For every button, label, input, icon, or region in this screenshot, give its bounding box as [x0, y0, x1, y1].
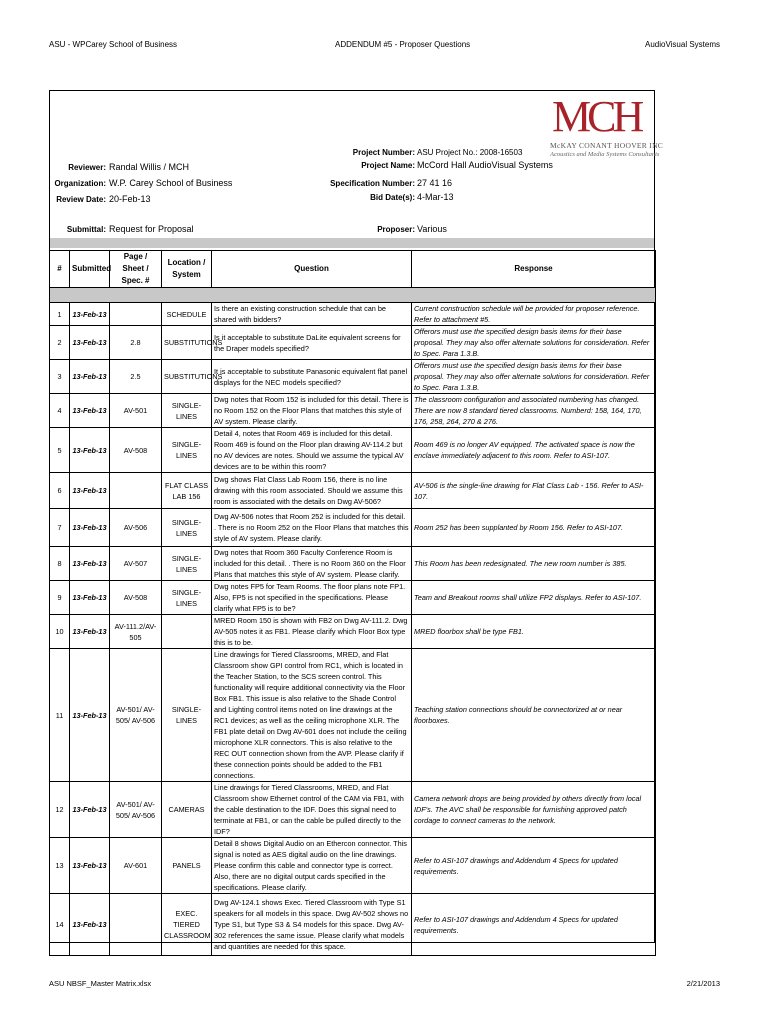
row-location: SUBSTITUTIONS [162, 360, 212, 394]
row-number: 5 [50, 428, 70, 473]
row-location: SCHEDULE [162, 303, 212, 326]
row-number: 13 [50, 838, 70, 894]
row-submitted-date: 13-Feb-13 [70, 394, 110, 428]
row-question: Detail 4, notes that Room 469 is included for this detail. Room 469 is found on the Floor plan drawing AV-114.2 but no AV devices are notes. Should we assume the typical AV devices are to be within this room? [212, 428, 412, 473]
column-header-num: # [50, 251, 70, 288]
row-location: SINGLE-LINES [162, 428, 212, 473]
row-submitted-date: 13-Feb-13 [70, 581, 110, 615]
spec-number-label: Specification Number: [330, 179, 415, 188]
row-response: AV-506 is the single-line drawing for Flat Class Lab - 156. Refer to ASI-107. [412, 473, 656, 509]
column-header-location: Location / System [162, 251, 212, 288]
row-number: 8 [50, 547, 70, 581]
row-number: 1 [50, 303, 70, 326]
reviewer-value: Randal Willis / MCH [109, 162, 190, 172]
organization-value: W.P. Carey School of Business [109, 178, 233, 188]
row-location [162, 615, 212, 649]
row-number: 10 [50, 615, 70, 649]
row-number: 12 [50, 782, 70, 838]
table-row [50, 473, 656, 509]
row-number: 14 [50, 894, 70, 956]
row-number: 4 [50, 394, 70, 428]
header-center: ADDENDUM #5 - Proposer Questions [335, 40, 471, 49]
row-location: SINGLE-LINES [162, 581, 212, 615]
row-question: Dwg notes FP5 for Team Rooms. The floor plans note FP1. Also, FP5 is not specified in the specifications. Please clarify what FP5 is to be? [212, 581, 412, 615]
table-header-row [50, 251, 656, 288]
bid-dates-value: 4-Mar-13 [417, 192, 454, 202]
row-response: Room 252 has been supplanted by Room 156. Refer to ASI-107. [412, 509, 656, 547]
row-page-sheet: AV-501/ AV-505/ AV-506 [110, 649, 162, 782]
footer-filename: ASU NBSF_Master Matrix.xlsx [49, 979, 152, 988]
submittal-value: Request for Proposal [109, 224, 194, 234]
submittal-label: Submittal: [66, 225, 106, 234]
project-number-label: Project Number: [352, 148, 415, 157]
row-response: Refer to ASI-107 drawings and Addendum 4 Specs for updated requirements. [412, 894, 656, 956]
company-logo [548, 92, 664, 170]
row-page-sheet: AV-506 [110, 509, 162, 547]
row-response: Camera network drops are being provided by others directly from local IDF's. The AVC shall be responsible for furnishing approved patch cordage to connect cameras to the network. [412, 782, 656, 838]
table-row [50, 838, 656, 894]
questions-table [49, 250, 656, 956]
row-question: Dwg notes that Room 152 is included for this detail. There is no Room 152 on the Floor Plans that matches this style of AV system. Please clarify. [212, 394, 412, 428]
row-page-sheet: AV-508 [110, 581, 162, 615]
row-page-sheet: AV-501 [110, 394, 162, 428]
row-response: Current construction schedule will be provided for proposer reference. Refer to attachment #5. [412, 303, 656, 326]
table-row [50, 649, 656, 782]
row-page-sheet [110, 894, 162, 956]
review-date-label: Review Date: [56, 195, 106, 204]
row-submitted-date: 13-Feb-13 [70, 838, 110, 894]
row-submitted-date: 13-Feb-13 [70, 360, 110, 394]
table-row [50, 547, 656, 581]
row-submitted-date: 13-Feb-13 [70, 473, 110, 509]
row-submitted-date: 13-Feb-13 [70, 509, 110, 547]
table-row [50, 428, 656, 473]
logo-company-name: McKAY CONANT HOOVER INC [550, 141, 664, 150]
footer-date: 2/21/2013 [686, 979, 720, 988]
row-question: Dwg AV-506 notes that Room 252 is included for this detail. . There is no Room 252 on the Floor Plans that matches this style of AV system. Please clarify. [212, 509, 412, 547]
reviewer-label: Reviewer: [68, 163, 106, 172]
row-number: 7 [50, 509, 70, 547]
row-response: Teaching station connections should be connectorized at or near floorboxes. [412, 649, 656, 782]
project-number-value: ASU Project No.: 2008-16503 [417, 148, 523, 157]
table-row [50, 394, 656, 428]
bid-dates-label: Bid Date(s): [370, 193, 415, 202]
row-response: Team and Breakout rooms shall utilize FP2 displays. Refer to ASI-107. [412, 581, 656, 615]
row-submitted-date: 13-Feb-13 [70, 326, 110, 360]
column-header-submitted: Submitted [70, 251, 110, 288]
project-name-value: McCord Hall AudioVisual Systems [417, 160, 553, 170]
table-row [50, 360, 656, 394]
row-submitted-date: 13-Feb-13 [70, 649, 110, 782]
row-location: FLAT CLASS LAB 156 [162, 473, 212, 509]
row-question: Dwg shows Flat Class Lab Room 156, there is no line drawing with this room associated. Should we assume this room is associated with the details on Dwg AV-506? [212, 473, 412, 509]
header-band [50, 238, 654, 248]
row-page-sheet: AV-111.2/AV-505 [110, 615, 162, 649]
row-number: 9 [50, 581, 70, 615]
row-location: SINGLE-LINES [162, 649, 212, 782]
row-question: Line drawings for Tiered Classrooms, MRED, and Flat Classroom show Ethernet control of the CAM via FB1, with the cable destination to the IDF. Does this signal need to terminate at FB1, or can the cable be pulled directly to the IDF? [212, 782, 412, 838]
table-row [50, 303, 656, 326]
row-page-sheet [110, 473, 162, 509]
row-number: 6 [50, 473, 70, 509]
logo-tagline: Acoustics and Media Systems Consultants [550, 151, 660, 158]
table-row [50, 581, 656, 615]
organization-label: Organization: [54, 179, 106, 188]
row-page-sheet: AV-508 [110, 428, 162, 473]
proposer-label: Proposer: [377, 225, 415, 234]
row-location: SUBSTITUTIONS [162, 326, 212, 360]
header-right: AudioVisual Systems [645, 40, 720, 49]
row-page-sheet: 2.8 [110, 326, 162, 360]
table-row [50, 509, 656, 547]
review-date-value: 20-Feb-13 [109, 194, 151, 204]
row-question: Line drawings for Tiered Classrooms, MRED, and Flat Classroom show GPI control from RC1, which is located in the Teacher Station, to the SCS screen control. This functionality will require additional connectivity via the Floor Box FB1. This issue is also relative to the Shade Control and Lighting control items noted on line drawings at the RC1 devices; as well as the ceiling microphone XLR. The FB1 plate detail on Dwg AV-601 does not include the ceiling microphone XLR connectors. This is also relative to the REC OUT connection shown from the AVP. Please clarify if these connection points should be added to the FB1 connections. [212, 649, 412, 782]
table-row [50, 894, 656, 956]
proposer-value: Various [417, 224, 447, 234]
row-response: Room 469 is no longer AV equipped. The activated space is now the enclave immediately adjacent to this room. Refer to ASI-107. [412, 428, 656, 473]
row-submitted-date: 13-Feb-13 [70, 428, 110, 473]
row-location: EXEC. TIERED CLASSROOM [162, 894, 212, 956]
column-header-response: Response [412, 251, 656, 288]
row-location: CAMERAS [162, 782, 212, 838]
row-submitted-date: 13-Feb-13 [70, 894, 110, 956]
project-name-label: Project Name: [361, 161, 415, 170]
row-question: It is acceptable to substitute Panasonic equivalent flat panel displays for the NEC models specified? [212, 360, 412, 394]
row-question: Dwg notes that Room 360 Faculty Conference Room is included for this detail. . There is no Room 360 on the Floor Plans that matches this style of AV system. Please clarify. [212, 547, 412, 581]
column-header-page: Page / Sheet / Spec. # [110, 251, 162, 288]
row-question: Dwg AV-124.1 shows Exec. Tiered Classroom with Type S1 speakers for all models in this space. Dwg AV-502 shows no Type S1, but Type S3 & S4 models for this space. Dwg AV-302 references the same issue. Please clarify what models and quantities are needed for this space. [212, 894, 412, 956]
row-question: Is it acceptable to substitute DaLite equivalent screens for the Draper models specified? [212, 326, 412, 360]
table-spacer-row [50, 288, 656, 303]
column-header-question: Question [212, 251, 412, 288]
row-question: Detail 8 shows Digital Audio on an Ethercon connector. This signal is noted as AES digital audio on the line drawings. Please confirm this cable and connector type is correct. Also, there are no digital output cards specified in the specifications. Please clarify. [212, 838, 412, 894]
row-page-sheet [110, 303, 162, 326]
row-page-sheet: AV-601 [110, 838, 162, 894]
row-number: 3 [50, 360, 70, 394]
row-response: Offerors must use the specified design basis items for their base proposal. They may also offer alternate solutions for consideration. Refer to Spec. Para 1.3.B. [412, 326, 656, 360]
row-question: Is there an existing construction schedule that can be shared with bidders? [212, 303, 412, 326]
row-location: PANELS [162, 838, 212, 894]
table-row [50, 326, 656, 360]
row-response: Refer to ASI-107 drawings and Addendum 4 Specs for updated requirements. [412, 838, 656, 894]
row-page-sheet: AV-507 [110, 547, 162, 581]
table-row [50, 615, 656, 649]
spec-number-value: 27 41 16 [417, 178, 453, 188]
row-location: SINGLE-LINES [162, 394, 212, 428]
row-page-sheet: 2.5 [110, 360, 162, 394]
row-response: MRED floorbox shall be type FB1. [412, 615, 656, 649]
row-submitted-date: 13-Feb-13 [70, 303, 110, 326]
row-location: SINGLE-LINES [162, 509, 212, 547]
row-response: The classroom configuration and associated numbering has changed. There are now 8 standard tiered classrooms. Numberd: 158, 164, 170, 176, 258, 264, 270 & 276. [412, 394, 656, 428]
mch-logo-mark: MCH [552, 92, 641, 141]
row-response: This Room has been redesignated. The new room number is 385. [412, 547, 656, 581]
row-submitted-date: 13-Feb-13 [70, 782, 110, 838]
row-question: MRED Room 150 is shown with FB2 on Dwg AV-111.2. Dwg AV-505 notes it as FB1. Please clarify which Floor Box type this is to be. [212, 615, 412, 649]
row-location: SINGLE-LINES [162, 547, 212, 581]
row-response: Offerors must use the specified design basis items for their base proposal. They may also offer alternate solutions for consideration. Refer to Spec. Para 1.3.B. [412, 360, 656, 394]
header-left: ASU - WPCarey School of Business [49, 40, 178, 49]
row-submitted-date: 13-Feb-13 [70, 615, 110, 649]
table-row [50, 782, 656, 838]
row-page-sheet: AV-501/ AV-505/ AV-506 [110, 782, 162, 838]
row-number: 2 [50, 326, 70, 360]
row-submitted-date: 13-Feb-13 [70, 547, 110, 581]
row-number: 11 [50, 649, 70, 782]
